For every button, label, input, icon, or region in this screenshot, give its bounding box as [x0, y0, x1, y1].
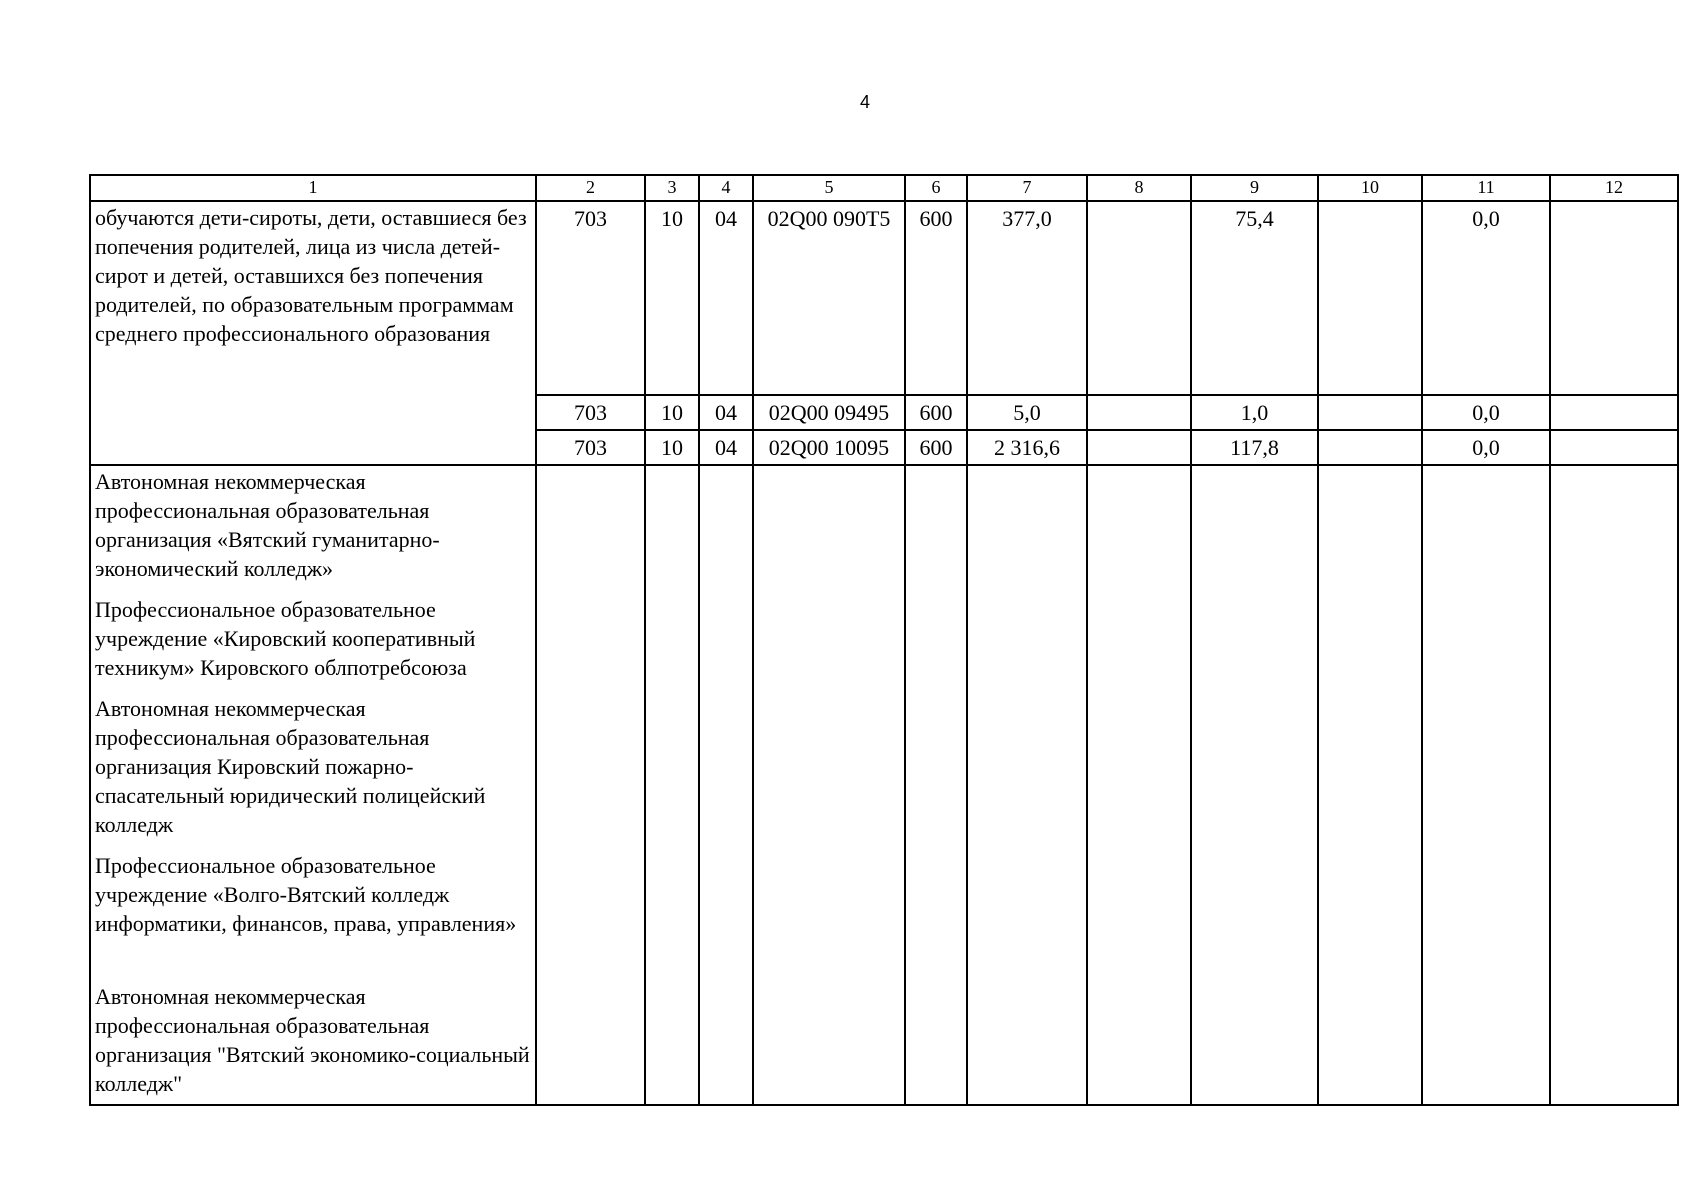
cell-col-10 [1318, 395, 1422, 430]
cell-col-9: 75,4 [1191, 201, 1318, 395]
cell-col-3: 10 [645, 430, 699, 465]
column-header: 2 [536, 175, 645, 201]
organization-name: Автономная некоммерческая профессиональная образовательная организация Кировский пожарно-спасательный юридический полицейский колледж [95, 696, 486, 837]
column-header: 3 [645, 175, 699, 201]
empty-cell [1191, 465, 1318, 1105]
column-header: 9 [1191, 175, 1318, 201]
cell-col-2: 703 [536, 430, 645, 465]
empty-cell [905, 465, 967, 1105]
cell-col-9: 117,8 [1191, 430, 1318, 465]
cell-col-5: 02Q00 090T5 [753, 201, 905, 395]
cell-col-11: 0,0 [1422, 430, 1550, 465]
cell-col-7: 377,0 [967, 201, 1087, 395]
empty-cell [536, 465, 645, 1105]
cell-col-6: 600 [905, 395, 967, 430]
cell-col-12 [1550, 201, 1678, 395]
cell-col-8 [1087, 201, 1191, 395]
empty-cell [967, 465, 1087, 1105]
cell-col-8 [1087, 395, 1191, 430]
empty-cell [1087, 465, 1191, 1105]
table-row [90, 201, 1678, 395]
row-description: обучаются дети-сироты, дети, оставшиеся без попечения родителей, лица из числа детей-сирот и детей, оставшихся без попечения родителей, по образовательным программам среднего профессионального образования [90, 201, 536, 465]
cell-col-6: 600 [905, 201, 967, 395]
column-header: 6 [905, 175, 967, 201]
cell-col-4: 04 [699, 201, 753, 395]
cell-col-9: 1,0 [1191, 395, 1318, 430]
empty-cell [1550, 465, 1678, 1105]
cell-col-11: 0,0 [1422, 201, 1550, 395]
cell-col-10 [1318, 430, 1422, 465]
cell-col-2: 703 [536, 201, 645, 395]
column-header: 1 [90, 175, 536, 201]
empty-cell [1318, 465, 1422, 1105]
cell-col-7: 5,0 [967, 395, 1087, 430]
cell-col-3: 10 [645, 201, 699, 395]
empty-cell [645, 465, 699, 1105]
organizations-row [90, 465, 1678, 1105]
column-header: 7 [967, 175, 1087, 201]
cell-col-6: 600 [905, 430, 967, 465]
cell-col-8 [1087, 430, 1191, 465]
empty-cell [1422, 465, 1550, 1105]
cell-col-3: 10 [645, 395, 699, 430]
organization-name: Автономная некоммерческая профессиональная образовательная организация «Вятский гуманитарно-экономический колледж» [95, 469, 440, 581]
organization-name: Профессиональное образовательное учреждение «Кировский кооперативный техникум» Кировского облпотребсоюза [95, 597, 476, 680]
column-header: 11 [1422, 175, 1550, 201]
column-header: 10 [1318, 175, 1422, 201]
cell-col-5: 02Q00 10095 [753, 430, 905, 465]
cell-col-12 [1550, 395, 1678, 430]
column-number-row [90, 175, 1678, 201]
cell-col-7: 2 316,6 [967, 430, 1087, 465]
cell-col-12 [1550, 430, 1678, 465]
budget-table [89, 174, 1679, 1106]
cell-col-5: 02Q00 09495 [753, 395, 905, 430]
cell-col-4: 04 [699, 395, 753, 430]
cell-col-11: 0,0 [1422, 395, 1550, 430]
cell-col-2: 703 [536, 395, 645, 430]
page-number: 4 [859, 92, 870, 112]
column-header: 8 [1087, 175, 1191, 201]
cell-col-4: 04 [699, 430, 753, 465]
empty-cell [753, 465, 905, 1105]
column-header: 5 [753, 175, 905, 201]
column-header: 12 [1550, 175, 1678, 201]
organizations-list [90, 465, 536, 1105]
cell-col-10 [1318, 201, 1422, 395]
organization-name: Профессиональное образовательное учреждение «Волго-Вятский колледж информатики, финансов, права, управления» [95, 853, 517, 936]
organization-name: Автономная некоммерческая профессиональная образовательная организация "Вятский экономико-социальный колледж" [95, 984, 530, 1096]
empty-cell [699, 465, 753, 1105]
column-header: 4 [699, 175, 753, 201]
